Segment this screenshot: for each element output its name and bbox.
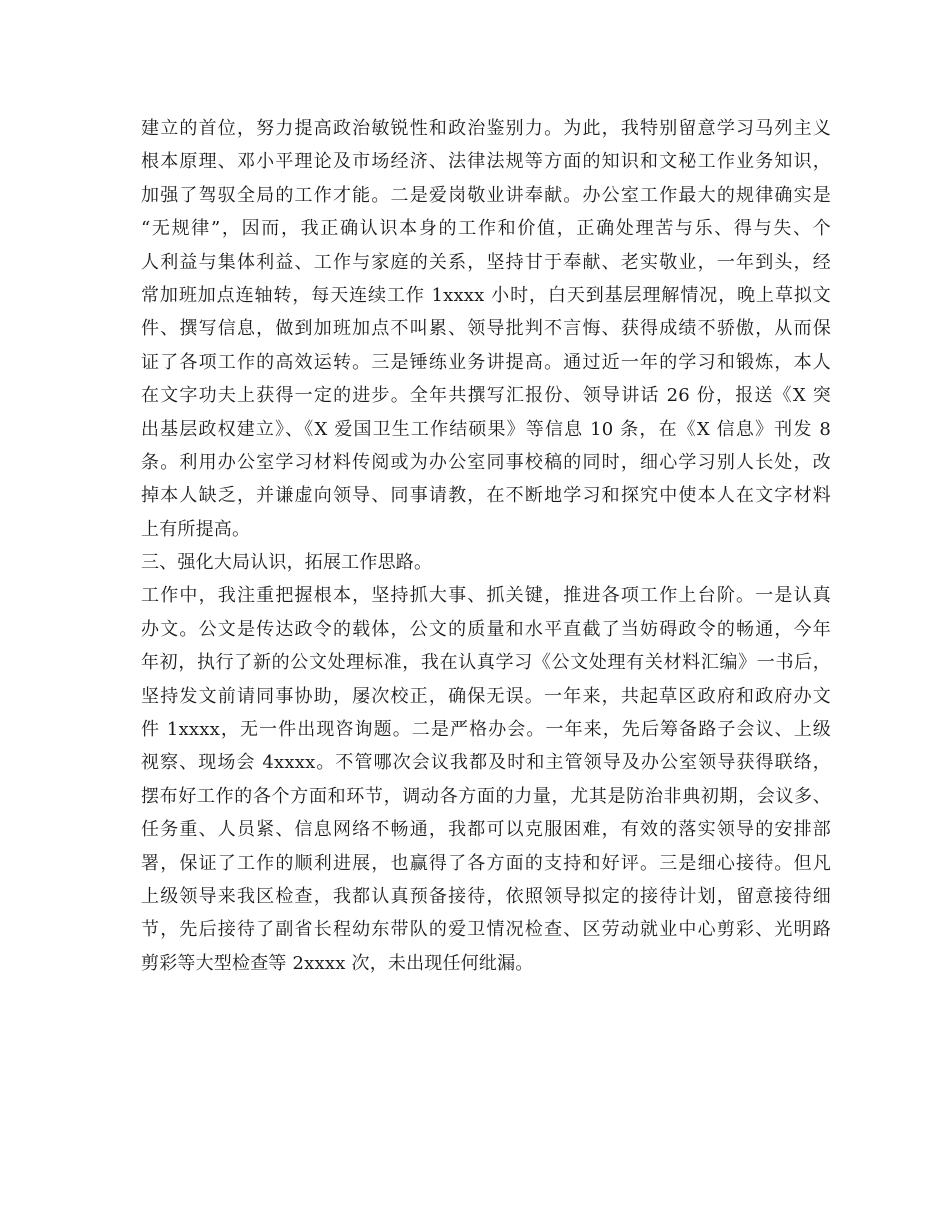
text-line: 人利益与集体利益、工作与家庭的关系，坚持甘于奉献、老实敬业，一年到头，经	[141, 251, 831, 273]
text-line: 出基层政权建立》、《X 爱国卫生工作结硕果》等信息 10 条，在《X 信息》刊发 8	[141, 418, 831, 440]
text-line: 坚持发文前请同事协助，屡次校正，确保无误。一年来，共起草区政府和政府办文	[141, 685, 831, 707]
text-line: 常加班加点连轴转，每天连续工作 1xxxx 小时，白天到基层理解情况，晚上草拟文	[141, 284, 831, 306]
text-line: 件 1xxxx，无一件出现咨询题。二是严格办会。一年来，先后筹备路子会议、上级	[141, 719, 831, 741]
text-line: 节，先后接待了副省长程幼东带队的爱卫情况检查、区劳动就业中心剪彩、光明路	[141, 919, 831, 941]
text-line: 上有所提高。	[141, 518, 251, 540]
text-line: 加强了驾驭全局的工作才能。二是爱岗敬业讲奉献。办公室工作最大的规律确实是	[141, 184, 831, 206]
text-line: 年初，执行了新的公文处理标准，我在认真学习《公文处理有关材料汇编》一书后，	[141, 652, 831, 674]
text-line: 署，保证了工作的顺利进展，也赢得了各方面的支持和好评。三是细心接待。但凡	[141, 852, 831, 874]
text-line: “无规律”，因而，我正确认识本身的工作和价值，正确处理苦与乐、得与失、个	[141, 218, 831, 240]
text-line: 证了各项工作的高效运转。三是锤练业务讲提高。通过近一年的学习和锻炼，本人	[141, 351, 831, 373]
text-line: 在文字功夫上获得一定的进步。全年共撰写汇报份、领导讲话 26 份，报送《X 突	[141, 385, 831, 407]
text-line: 任务重、人员紧、信息网络不畅通，我都可以克服困难，有效的落实领导的安排部	[141, 819, 831, 841]
text-line: 工作中，我注重把握根本，坚持抓大事、抓关键，推进各项工作上台阶。一是认真	[141, 585, 831, 607]
text-line: 件、撰写信息，做到加班加点不叫累、领导批判不言悔、获得成绩不骄傲，从而保	[141, 318, 831, 340]
text-line: 办文。公文是传达政令的载体，公文的质量和水平直截了当妨碍政令的畅通，今年	[141, 618, 831, 640]
text-line: 上级领导来我区检查，我都认真预备接待，依照领导拟定的接待计划，留意接待细	[141, 885, 831, 907]
text-line: 条。利用办公室学习材料传阅或为办公室同事校稿的同时，细心学习别人长处，改	[141, 451, 831, 473]
text-line: 视察、现场会 4xxxx。不管哪次会议我都及时和主管领导及办公室领导获得联络，	[141, 752, 831, 774]
text-line: 摆布好工作的各个方面和环节，调动各方面的力量，尤其是防治非典初期，会议多、	[141, 785, 831, 807]
text-line: 剪彩等大型检查等 2xxxx 次，未出现任何纰漏。	[141, 952, 534, 974]
text-line: 建立的首位，努力提高政治敏锐性和政治鉴别力。为此，我特别留意学习马列主义	[141, 118, 831, 139]
section-heading: 三、强化大局认识，拓展工作思路。	[141, 552, 433, 574]
text-line: 掉本人缺乏，并谦虚向领导、同事请教，在不断地学习和探究中使本人在文字材料	[141, 485, 831, 507]
document-body	[141, 112, 831, 980]
text-line: 根本原理、邓小平理论及市场经济、法律法规等方面的知识和文秘工作业务知识，	[141, 151, 831, 173]
